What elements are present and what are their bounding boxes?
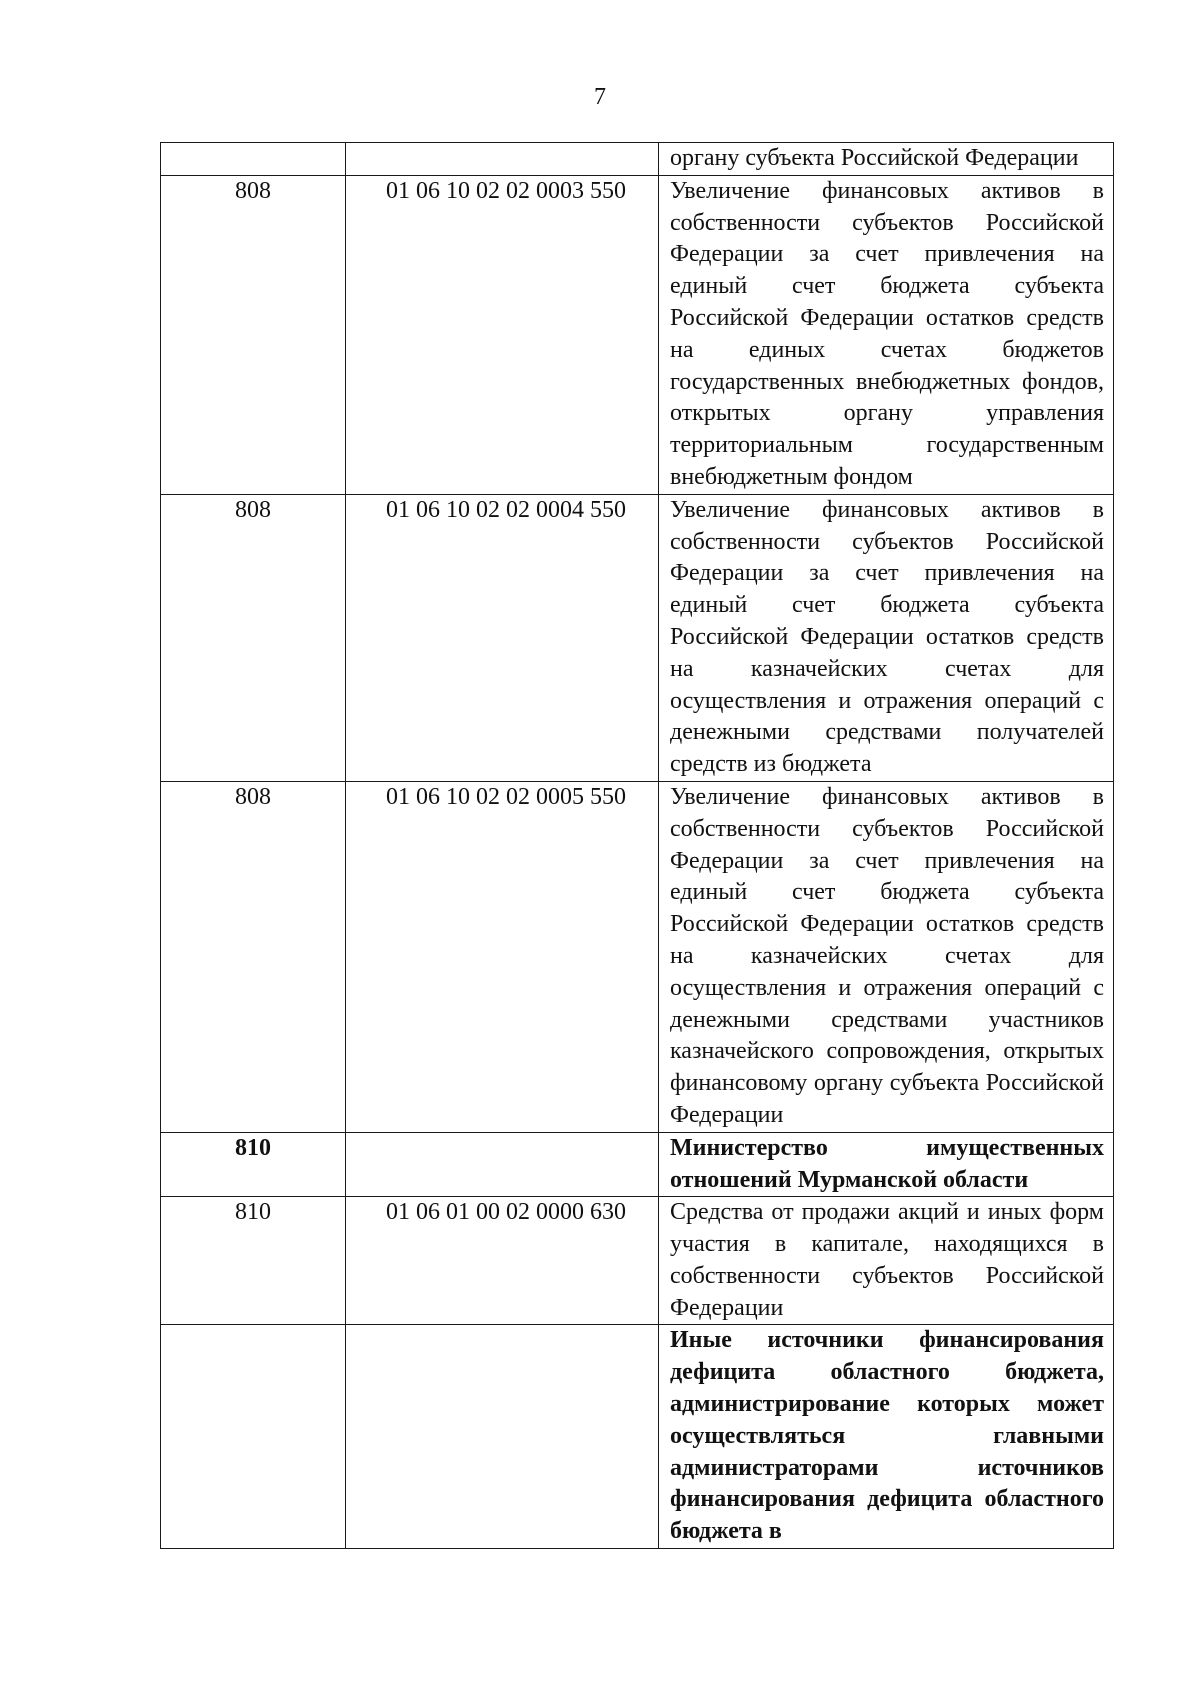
source-code-cell: 01 06 10 02 02 0003 550	[346, 175, 659, 494]
table-row	[161, 175, 1114, 494]
description-cell: органу субъекта Российской Федерации	[659, 143, 1114, 176]
description-cell: Увеличение финансовых активов в собственности субъектов Российской Федерации за счет привлечения на единый счет бюджета субъекта Российской Федерации остатков средств на казначейских счетах для осуществления и отражения операций с денежными средствами получателей средств из бюджета	[659, 494, 1114, 781]
table-row	[161, 143, 1114, 176]
page-number: 7	[594, 84, 606, 110]
source-code-cell: 01 06 10 02 02 0005 550	[346, 781, 659, 1132]
table-row-heading	[161, 1132, 1114, 1197]
table-row	[161, 781, 1114, 1132]
admin-code-cell: 808	[161, 494, 346, 781]
source-code-cell	[346, 143, 659, 176]
description-cell: Увеличение финансовых активов в собственности субъектов Российской Федерации за счет привлечения на единый счет бюджета субъекта Российской Федерации остатков средств на казначейских счетах для осуществления и отражения операций с денежными средствами участников казначейского сопровождения, открытых финансовому органу субъекта Российской Федерации	[659, 781, 1114, 1132]
admin-code-cell: 810	[161, 1132, 346, 1197]
table-row-heading	[161, 1325, 1114, 1549]
source-code-cell	[346, 1132, 659, 1197]
admin-code-cell	[161, 1325, 346, 1549]
description-cell: Иные источники финансирования дефицита областного бюджета, администрирование которых может осуществляться главными администраторами источников финансирования дефицита областного бюджета в	[659, 1325, 1114, 1549]
source-code-cell	[346, 1325, 659, 1549]
description-cell: Увеличение финансовых активов в собственности субъектов Российской Федерации за счет привлечения на единый счет бюджета субъекта Российской Федерации остатков средств на единых счетах бюджетов государственных внебюджетных фондов, открытых органу управления территориальным государственным внебюджетным фондом	[659, 175, 1114, 494]
source-code-cell: 01 06 10 02 02 0004 550	[346, 494, 659, 781]
description-cell: Министерство имущественных отношений Мурманской области	[659, 1132, 1114, 1197]
budget-sources-table	[160, 142, 1114, 1549]
source-code-cell: 01 06 01 00 02 0000 630	[346, 1197, 659, 1325]
admin-code-cell: 808	[161, 781, 346, 1132]
table-row	[161, 494, 1114, 781]
admin-code-cell	[161, 143, 346, 176]
table-row	[161, 1197, 1114, 1325]
admin-code-cell: 810	[161, 1197, 346, 1325]
description-cell: Средства от продажи акций и иных форм участия в капитале, находящихся в собственности субъектов Российской Федерации	[659, 1197, 1114, 1325]
admin-code-cell: 808	[161, 175, 346, 494]
